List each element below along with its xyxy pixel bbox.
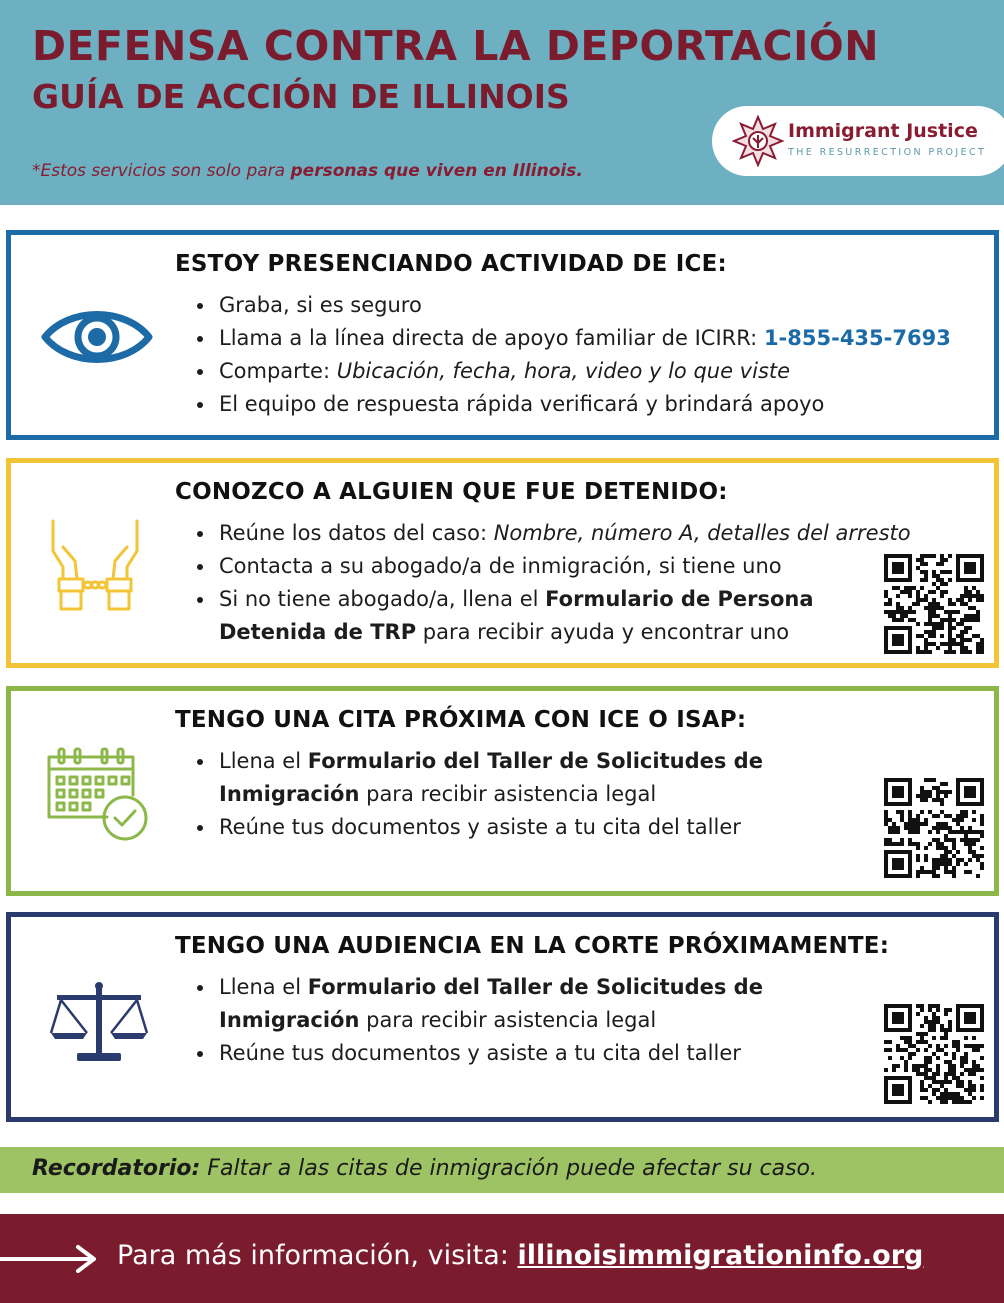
list-item <box>195 583 911 616</box>
item-text: Reúne tus documentos y asiste a tu cita del taller <box>219 815 741 839</box>
form-name: Inmigración <box>219 782 360 806</box>
form-name: Formulario del Taller de Solicitudes de <box>307 749 763 773</box>
qr-code-icon[interactable] <box>884 778 984 878</box>
eye-icon <box>41 305 153 369</box>
section-witnessing-ice <box>6 230 999 440</box>
list-item-continuation <box>195 778 763 811</box>
item-italic-text: Ubicación, fecha, hora, video y lo que viste <box>336 359 791 383</box>
page-subtitle: GUÍA DE ACCIÓN DE ILLINOIS <box>32 77 570 116</box>
page-title: DEFENSA CONTRA LA DEPORTACIÓN <box>32 22 880 70</box>
action-list <box>195 289 951 421</box>
website-link[interactable]: illinoisimmigrationinfo.org <box>517 1240 924 1271</box>
form-name: Detenida de TRP <box>219 620 417 644</box>
reminder-message: Faltar a las citas de inmigración puede afectar su caso. <box>200 1156 818 1181</box>
item-text: Llama a la línea directa de apoyo familiar de ICIRR: <box>219 326 764 350</box>
section-title: TENGO UNA CITA PRÓXIMA CON ICE O ISAP: <box>175 707 747 733</box>
list-item <box>195 745 763 778</box>
handcuffed-hands-icon <box>45 517 145 617</box>
section-title: CONOZCO A ALGUIEN QUE FUE DETENIDO: <box>175 479 728 505</box>
logo-name: Immigrant Justice <box>788 120 978 142</box>
hotline-phone-number[interactable]: 1-855-435-7693 <box>763 326 951 350</box>
organization-logo <box>712 106 1004 176</box>
section-someone-detained <box>6 458 999 668</box>
item-text: Si no tiene abogado/a, llena el <box>219 587 546 611</box>
list-item <box>195 971 763 1004</box>
reminder-text <box>32 1156 817 1181</box>
item-text: Comparte: <box>219 359 337 383</box>
list-item <box>195 289 951 322</box>
item-text: Llena el <box>219 749 308 773</box>
item-text: para recibir asistencia legal <box>359 1008 657 1032</box>
action-list <box>195 745 763 844</box>
item-text: Reúne tus documentos y asiste a tu cita del taller <box>219 1041 741 1065</box>
list-item-continuation <box>195 1004 763 1037</box>
section-title: TENGO UNA AUDIENCIA EN LA CORTE PRÓXIMAMENTE: <box>175 933 890 959</box>
list-item-continuation <box>195 616 911 649</box>
scales-of-justice-icon <box>47 981 151 1063</box>
footer-text <box>117 1240 923 1271</box>
item-text: Llena el <box>219 975 308 999</box>
qr-code-icon[interactable] <box>884 554 984 654</box>
footer-banner <box>0 1214 1004 1303</box>
item-text: para recibir ayuda y encontrar uno <box>416 620 790 644</box>
form-name: Formulario de Persona <box>545 587 814 611</box>
item-text: para recibir asistencia legal <box>359 782 657 806</box>
disclaimer-text: *Estos servicios son solo para <box>32 161 291 181</box>
section-court-hearing <box>6 912 999 1122</box>
form-name: Inmigración <box>219 1008 360 1032</box>
item-italic-text: Nombre, número A, detalles del arresto <box>493 521 911 545</box>
disclaimer-emphasis: personas que viven en Illinois. <box>290 161 583 181</box>
item-text: Graba, si es seguro <box>219 293 422 317</box>
residency-disclaimer <box>32 161 583 181</box>
list-item <box>195 550 911 583</box>
action-list <box>195 971 763 1070</box>
list-item <box>195 517 911 550</box>
list-item <box>195 811 763 844</box>
reminder-label: Recordatorio: <box>32 1156 201 1181</box>
item-text: Contacta a su abogado/a de inmigración, si tiene uno <box>219 554 782 578</box>
action-list <box>195 517 911 649</box>
section-title: ESTOY PRESENCIANDO ACTIVIDAD DE ICE: <box>175 251 727 277</box>
item-text: El equipo de respuesta rápida verificará y brindará apoyo <box>219 392 825 416</box>
list-item <box>195 1037 763 1070</box>
reminder-bar <box>0 1147 1004 1193</box>
logo-tagline: THE RESURRECTION PROJECT <box>788 147 987 158</box>
item-text: Reúne los datos del caso: <box>219 521 494 545</box>
arrow-right-icon <box>0 1244 100 1274</box>
list-item <box>195 388 951 421</box>
footer-label: Para más información, visita: <box>117 1240 518 1271</box>
form-name: Formulario del Taller de Solicitudes de <box>307 975 763 999</box>
header-banner <box>0 0 1004 205</box>
list-item <box>195 355 951 388</box>
list-item <box>195 322 951 355</box>
qr-code-icon[interactable] <box>884 1004 984 1104</box>
logo-mark-icon <box>732 115 784 167</box>
calendar-check-icon <box>45 745 149 845</box>
section-ice-isap-appointment <box>6 686 999 896</box>
